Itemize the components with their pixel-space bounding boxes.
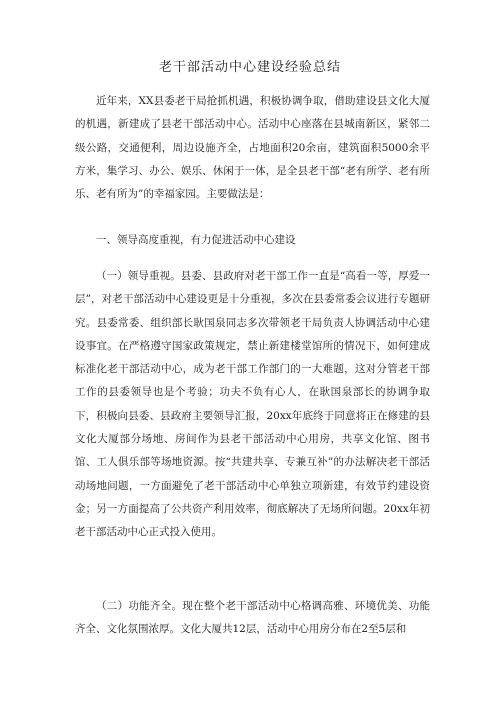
intro-paragraph: 近年来，XX县委老干局抢抓机遇，积极协调争取，借助建设县文化大厦的机遇，新建成了县老干部活动中心。活动中心座落在县城南新区，紧邻二级公路，交通便利，周边设施齐全，占地面积20余亩，建筑面积5000余平方米，集学习、办公、娱乐、休闲于一体，是全县老干部“老有所学、老有所乐、老有所为”的幸福家园。主要做法是： (75, 95, 430, 201)
body-paragraph-1: （一）领导重视。县委、县政府对老干部工作一直是“高看一等，厚爱一层”，对老干部活动中心建设更是十分重视，多次在县委常委会议进行专题研究。县委常委、组织部长耿国泉同志多次带领老干局负责人协调活动中心建设事宜。在严格遵守国家政策规定，禁止新建楼堂馆所的情况下，如何建成标准化老干部活动中心，成为老干部工作部门的一大难题，这对分管老干部工作的县委领导也是个考验；功夫不负有心人，在耿国泉部长的协调争取下，积极向县委、县政府主要领导汇报，20xx年底终于同意将正在修建的县文化大厦部分场地、房间作为县老干部活动中心用房，共享文化馆、图书馆、工人俱乐部等场地资源。按“共建共享、专兼互补”的办法解决老干部活动场地问题，一方面避免了老干部活动中心单独立项新建，有效节约建设资金；另一方面提高了公共资产利用效率，彻底解决了无场所问题。20xx年初老干部活动中心正式投入使用。 (75, 270, 430, 539)
body-paragraph-2: （二）功能齐全。现在整个老干部活动中心格调高雅、环境优美、功能齐全、文化氛围浓厚。文化大厦共12层，活动中心用房分布在2至5层和 (75, 600, 430, 636)
section-heading-1: 一、领导高度重视，有力促进活动中心建设 (96, 234, 296, 246)
document-title: 老干部活动中心建设经验总结 (158, 60, 341, 75)
